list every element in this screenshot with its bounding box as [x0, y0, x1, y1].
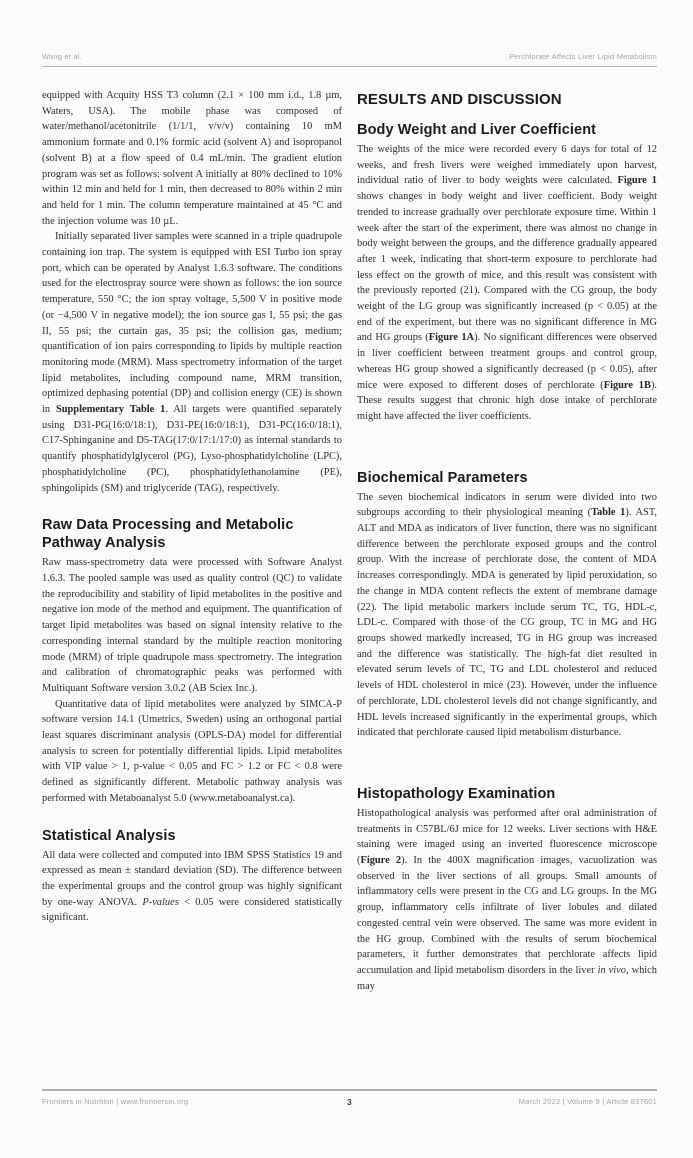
paragraph-chromatography: equipped with Acquity HSS T3 column (2.1 × 100 mm i.d., 1.8 µm, Waters, USA). The mobile phase was composed of water/methanol/acetonitrile (1/1/1, v/v/v) containing 10 mM ammonium formate and 0.1% formic acid (solvent A) and isopropanol (solvent B) at a flow speed of 0.4 mL/min. The gradient elution program was set as follows: solvent A initially at 80% declined to 10% within 12 min and held for 1 min, then decreased to 80% within 2 min and held for 1 min. The column temperature maintained at 45 °C and the injection volume was 10 µL. — [42, 90, 342, 227]
footer-issue: March 2022 | Volume 9 | Article 837601 — [518, 1097, 657, 1106]
header-rule — [42, 66, 657, 67]
paragraph-biochemical-parameters: The seven biochemical indicators in serum were divided into two subgroups according to their physiological meaning (Table 1). AST, ALT and MDA as indicators of liver function, there was no significant difference between the perchlorate exposed groups and the control group. With the increase of perchlorate dose, the content of MDA increases correspondingly. MDA is generated by lipid peroxidation, so the change in MDA content reflects the extent of membrane damage (22). The lipid metabolic markers include serum TC, TG, HDL-c, LDL-c. Compared with those of the CG group, TC in MG and HG groups showed markedly increased, TG in HG group was increased and the difference was statistically. The high-fat diet resulted in elevated serum levels of TC, TG and LDL cholesterol and reduced levels of HDL cholesterol in mice (23). However, under the influence of perchlorate, LDL cholesterol levels did not change significantly, and HDL levels increased significantly in the experimental groups, which indicated that perchlorate caused lipid metabolism disturbance. — [357, 491, 658, 739]
section-heading-results-discussion: RESULTS AND DISCUSSION — [357, 91, 562, 108]
left-column — [42, 88, 342, 994]
section-heading-statistical-analysis: Statistical Analysis — [42, 827, 176, 844]
footer-rule — [42, 1089, 657, 1091]
paragraph-body-weight: The weights of the mice were recorded every 6 days for total of 12 weeks, and fresh livers were weighed immediately upon harvest, individual ratio of liver to body weights were calculated. Figure 1 shows changes in body weight and liver coefficient. Body weight trended to increase gradually over perchlorate exposure time. Within 1 week after the start of the experiment, there was almost no change in body weight between the groups, and the difference gradually appeared after 1 week, indicating that short-term exposure to perchlorate had less effect on the growth of mice, and this result was consistent with the previously reported (21). Compared with the CG group, the body weight of the LG group was significantly increased (p < 0.05) at the end of the experiment, but there was no significant difference in MG and HG groups (Figure 1A). No significant differences were observed in liver coefficient between treatment groups and control group, whereas HG group showed a significantly decreased (p < 0.05), after mice were exposed to different doses of perchlorate (Figure 1B). These results suggest that chronic high dose intake of perchlorate might have affected the liver coefficients. — [357, 144, 658, 422]
paragraph-mass-spectrometry: Initially separated liver samples were scanned in a triple quadrupole containing ion trap. The system is equipped with ESI Turbo ion spray port, which can be operated by Analyst 1.6.3 software. The conditions used for the electrospray source were shown as follows: the ion source temperature, 550 °C; the ion spray voltage, 5,500 V in positive mode (or −4,500 V in negative model); the ion source gas I, 55 psi; the gas II, 55 psi; the curtain gas, 35 psi; the collision gas, medium; quantification of ion pairs corresponding to lipids by multiple reaction monitoring mode (MRM). Mass spectrometry information of the target lipid metabolites, including compound name, MRM transition, optimized dephasing potential (DP) and collision energy (CE) is shown in Supplementary Table 1. All targets were quantified separately using D31-PG(16:0/18:1), D31-PE(16:0/18:1), D31-PC(16:0/18:1), C17-Sphinganine and D5-TAG(17:0/17:1/17:0) as internal standards to quantify phosphatidylglycerol (PG), Lyso-phosphatidylcholine (LPC), phosphatidylcholine (PC), phosphatidylethanolamine (PE), sphingolipids (SM) and triglyceride (TAG), respectively. — [42, 231, 342, 494]
section-heading-body-weight: Body Weight and Liver Coefficient — [357, 122, 597, 138]
page-footer — [42, 1097, 657, 1106]
right-column — [357, 88, 657, 994]
footer-journal: Frontiers in Nutrition | www.frontiersin.org — [42, 1097, 189, 1106]
page-content — [42, 88, 657, 994]
header-running-title: Perchlorate Affects Liver Lipid Metabolism — [509, 52, 657, 61]
section-heading-histopathology: Histopathology Examination — [357, 785, 556, 802]
page-header — [42, 52, 657, 61]
header-author: Wang et al. — [42, 52, 82, 61]
paragraph-histopathology: Histopathological analysis was performed after oral administration of treatments in C57BL/6J mice for 12 weeks. Liver sections with H&E staining were imaged using an inverted fluorescence microscope (Figure 2). In the 400X magnification images, vacuolization was observed in the liver sections of all groups. Small amounts of inflammatory cells were present in the CG and LG groups. In the MG group, inflammatory cells infiltrate of liver lobules and dilated congested central vein were observed. The same was more evident in the HG group. Combined with the results of serum biochemical parameters, it further demonstrates that perchlorate affects lipid accumulation and lipid metabolism disorders in the liver in vivo, which may — [357, 807, 657, 992]
paragraph-raw-data-2: Quantitative data of lipid metabolites were analyzed by SIMCA-P software version 14.1 (Umetrics, Sweden) using an orthogonal partial least squares discriminant analysis (OPLS-DA) model for differential analysis to screen for potentially differential lipids. Lipid metabolites with VIP value > 1, p-value < 0.05 and FC > 1.2 or FC < 0.8 were defined as significantly different. Metabolic pathway analysis was performed with Metaboanalyst 5.0 (www.metaboanalyst.ca). — [42, 698, 342, 804]
section-heading-raw-data-processing: Raw Data Processing and Metabolic Pathway Analysis — [42, 517, 294, 552]
paragraph-raw-data-1: Raw mass-spectrometry data were processed with Software Analyst 1.6.3. The pooled sample was used as quality control (QC) to validate the reproducibility and stability of lipid metabolites in the positive and negative ion mode of the method and equipment. The quantification of target lipid metabolites was based on signal intensity relative to the corresponding internal standard by the multiple reaction monitoring mode (MRM) of triple quadrupole mass spectrometry. The integration and calibration of chromatographic peaks was performed with Multiquant Software version 3.0.2 (AB Sciex Inc.). — [42, 557, 342, 694]
section-heading-biochemical-parameters: Biochemical Parameters — [357, 469, 528, 486]
paragraph-statistical-analysis: All data were collected and computed into IBM SPSS Statistics 19 and expressed as mean ± standard deviation (SD). The difference between the experimental groups and the control group was highly significant by one-way ANOVA. P-values < 0.05 were considered statistically significant. — [42, 849, 343, 924]
footer-page-number: 3 — [347, 1097, 352, 1107]
